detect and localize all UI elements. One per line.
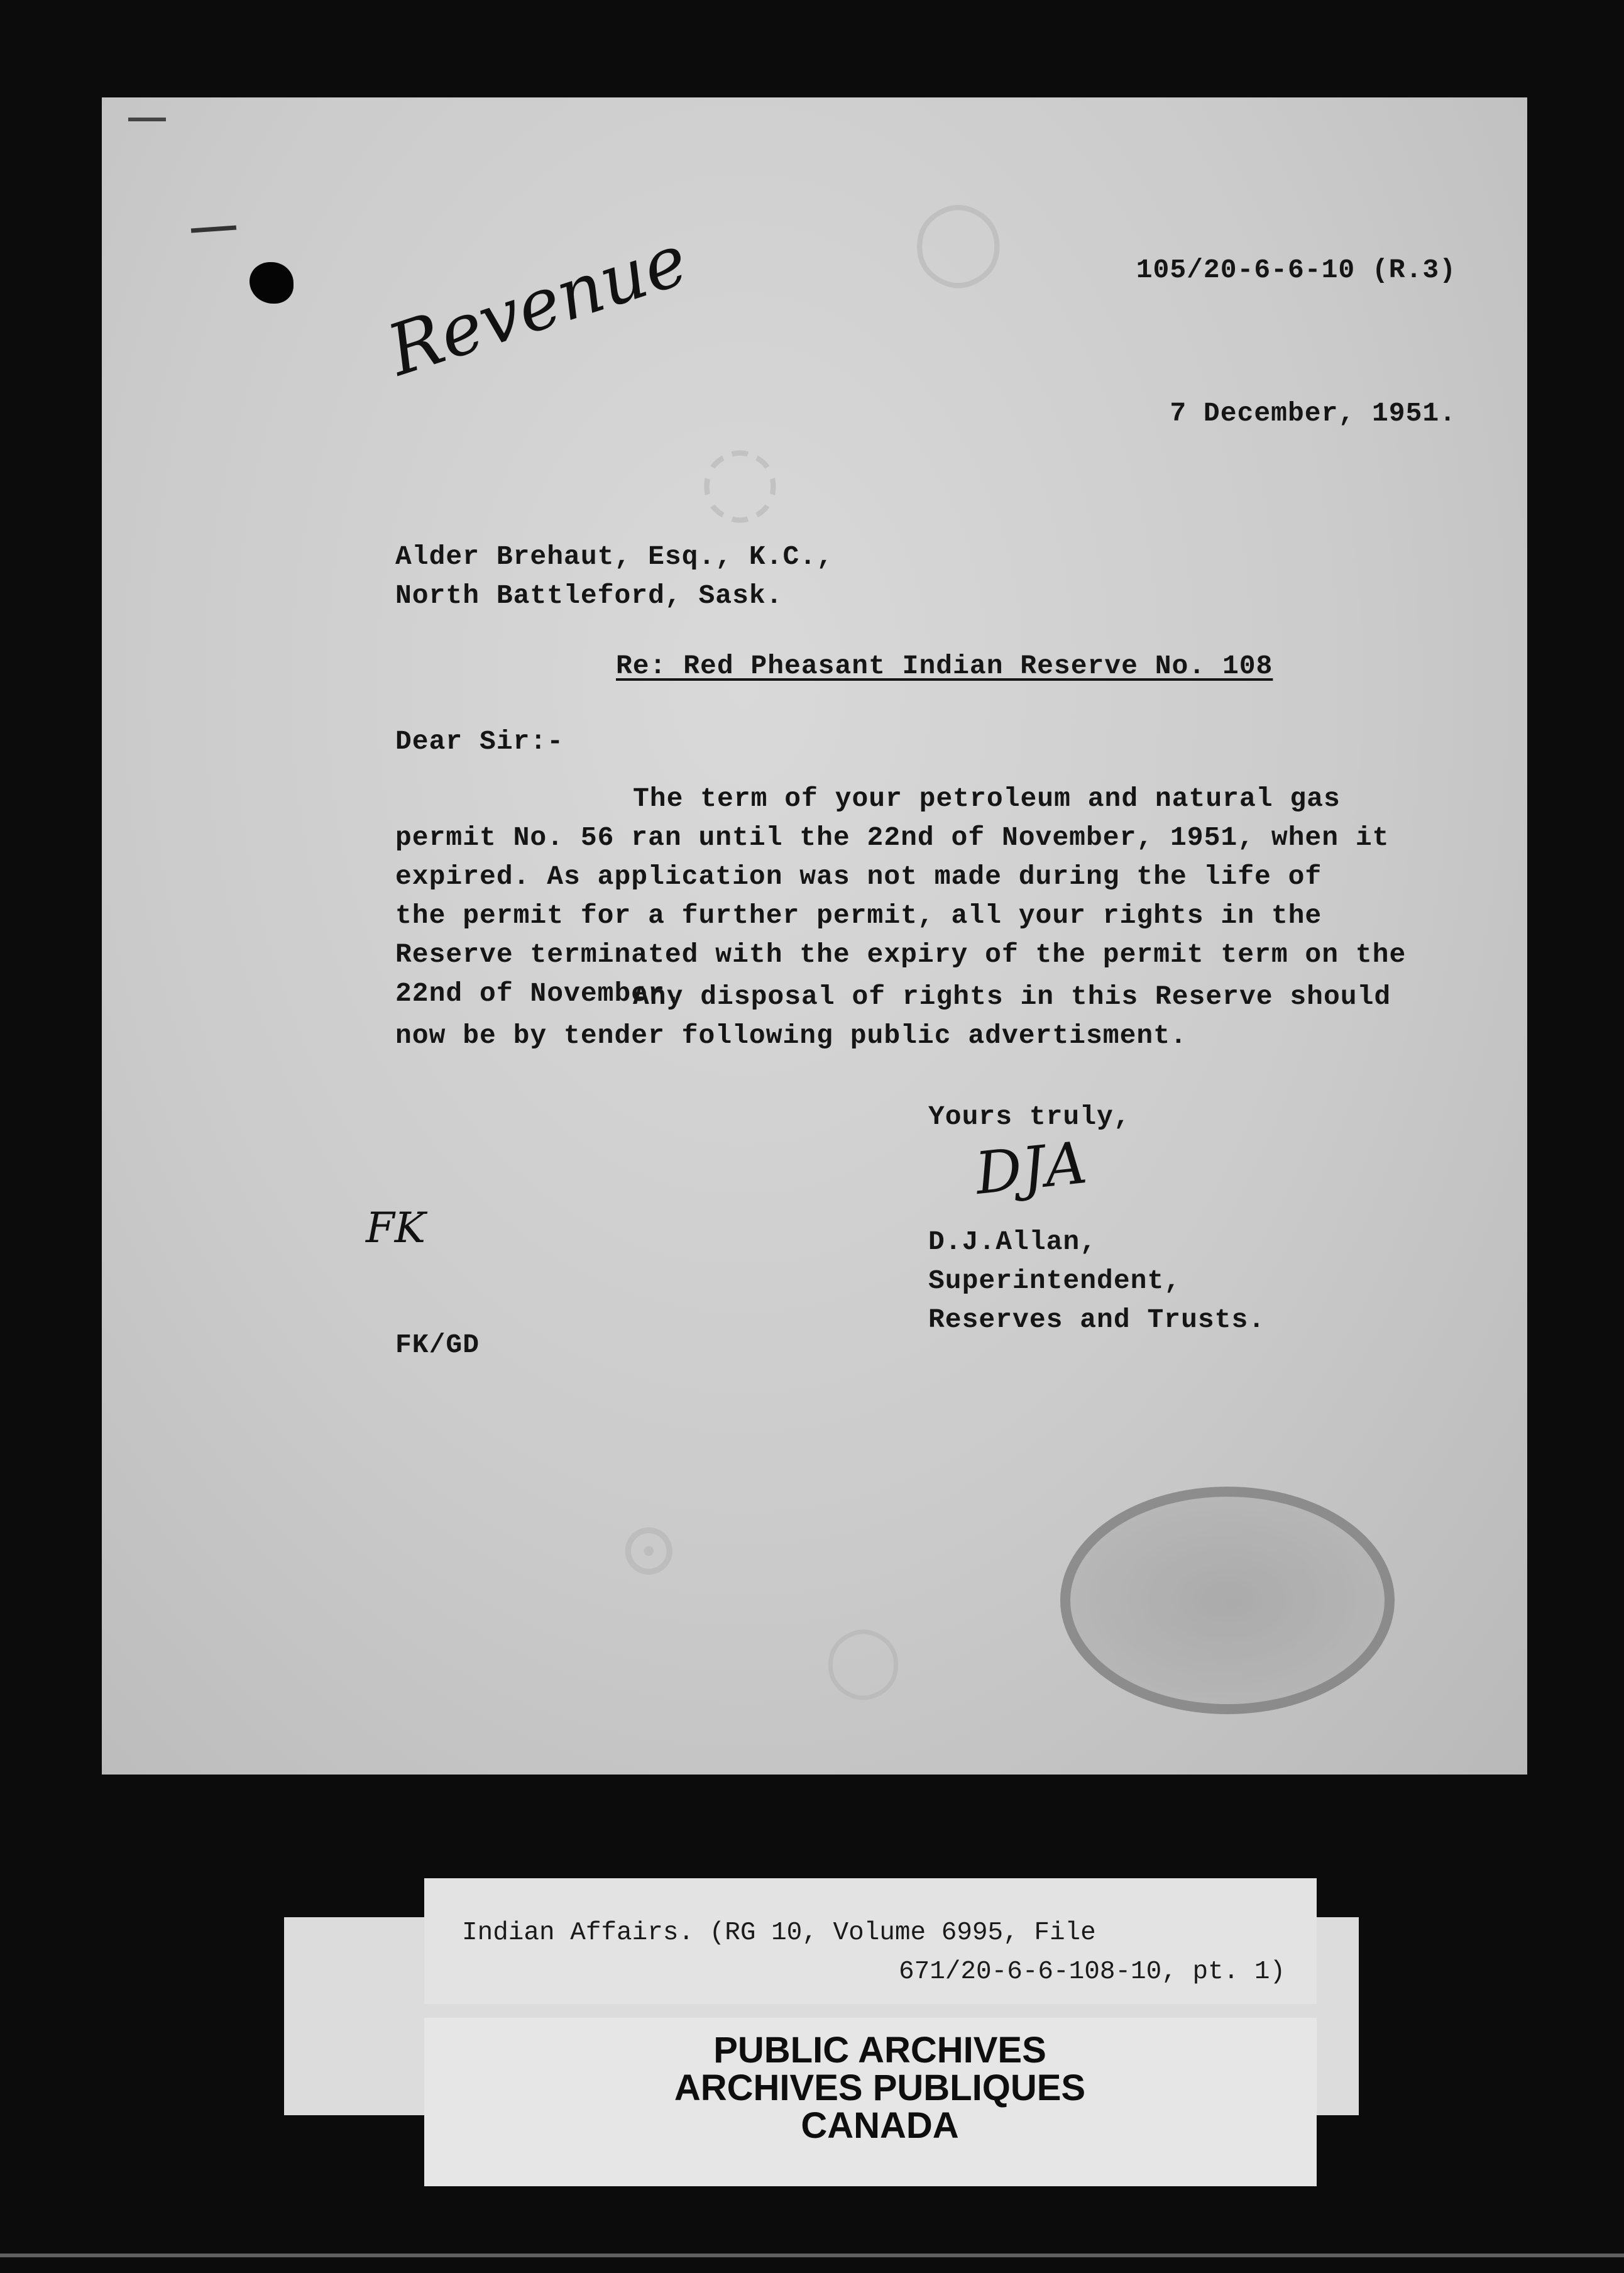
signatory-name: D.J.Allan, xyxy=(928,1226,1097,1257)
paper-mark xyxy=(128,118,166,121)
film-edge xyxy=(0,2254,1624,2257)
letter-date: 7 December, 1951. xyxy=(1170,398,1456,429)
text-line: The term of your petroleum and natural gas xyxy=(633,783,1341,814)
text-line: Reserve terminated with the expiry of the permit term on the xyxy=(395,939,1407,970)
bleed-through-mark: ◯ xyxy=(913,192,1004,287)
handwritten-note: Revenue xyxy=(378,219,697,392)
citation-line-1: Indian Affairs. (RG 10, Volume 6995, File xyxy=(462,1918,1096,1947)
body-paragraph-2 xyxy=(395,977,1391,1055)
text-line: permit No. 56 ran until the 22nd of November, 1951, when it xyxy=(395,822,1390,853)
text-line: now be by tender following public advertisment. xyxy=(395,1020,1187,1051)
letter-page xyxy=(102,97,1527,1775)
archives-line-english: PUBLIC ARCHIVES xyxy=(713,2030,1046,2071)
signature: DJA xyxy=(972,1129,1090,1208)
text-line: the permit for a further permit, all your rights in the xyxy=(395,900,1322,931)
text-line: expired. As application was not made during the life of xyxy=(395,861,1322,892)
addressee-name: Alder Brehaut, Esq., K.C., xyxy=(395,541,833,572)
archives-line-french: ARCHIVES PUBLIQUES xyxy=(674,2067,1086,2108)
subject-line: Re: Red Pheasant Indian Reserve No. 108 xyxy=(616,651,1273,681)
paper-mark xyxy=(191,225,236,233)
file-reference: 105/20-6-6-10 (R.3) xyxy=(1136,255,1456,285)
punch-hole xyxy=(250,262,294,304)
signatory-title: Superintendent, xyxy=(928,1265,1182,1296)
bleed-through-mark: ◯ xyxy=(825,1619,903,1699)
closing: Yours truly, xyxy=(928,1101,1131,1132)
signatory-block xyxy=(928,1223,1265,1340)
reference-initials: FK/GD xyxy=(395,1329,480,1360)
bleed-through-mark: ⊙ xyxy=(617,1505,681,1593)
archives-stamp xyxy=(628,2032,1131,2145)
margin-initials: FK xyxy=(366,1204,426,1252)
text-line: Any disposal of rights in this Reserve should xyxy=(633,981,1391,1012)
text-line: 22nd of November. xyxy=(395,978,682,1009)
citation-line-2: 671/20-6-6-108-10, pt. 1) xyxy=(899,1957,1286,1986)
archives-line-country: CANADA xyxy=(801,2105,959,2146)
received-stamp xyxy=(1060,1487,1395,1714)
addressee-block xyxy=(395,537,833,615)
salutation: Dear Sir:- xyxy=(395,726,564,757)
addressee-location: North Battleford, Sask. xyxy=(395,580,783,611)
bleed-through-mark: ◌ xyxy=(699,424,781,534)
signatory-department: Reserves and Trusts. xyxy=(928,1304,1266,1335)
